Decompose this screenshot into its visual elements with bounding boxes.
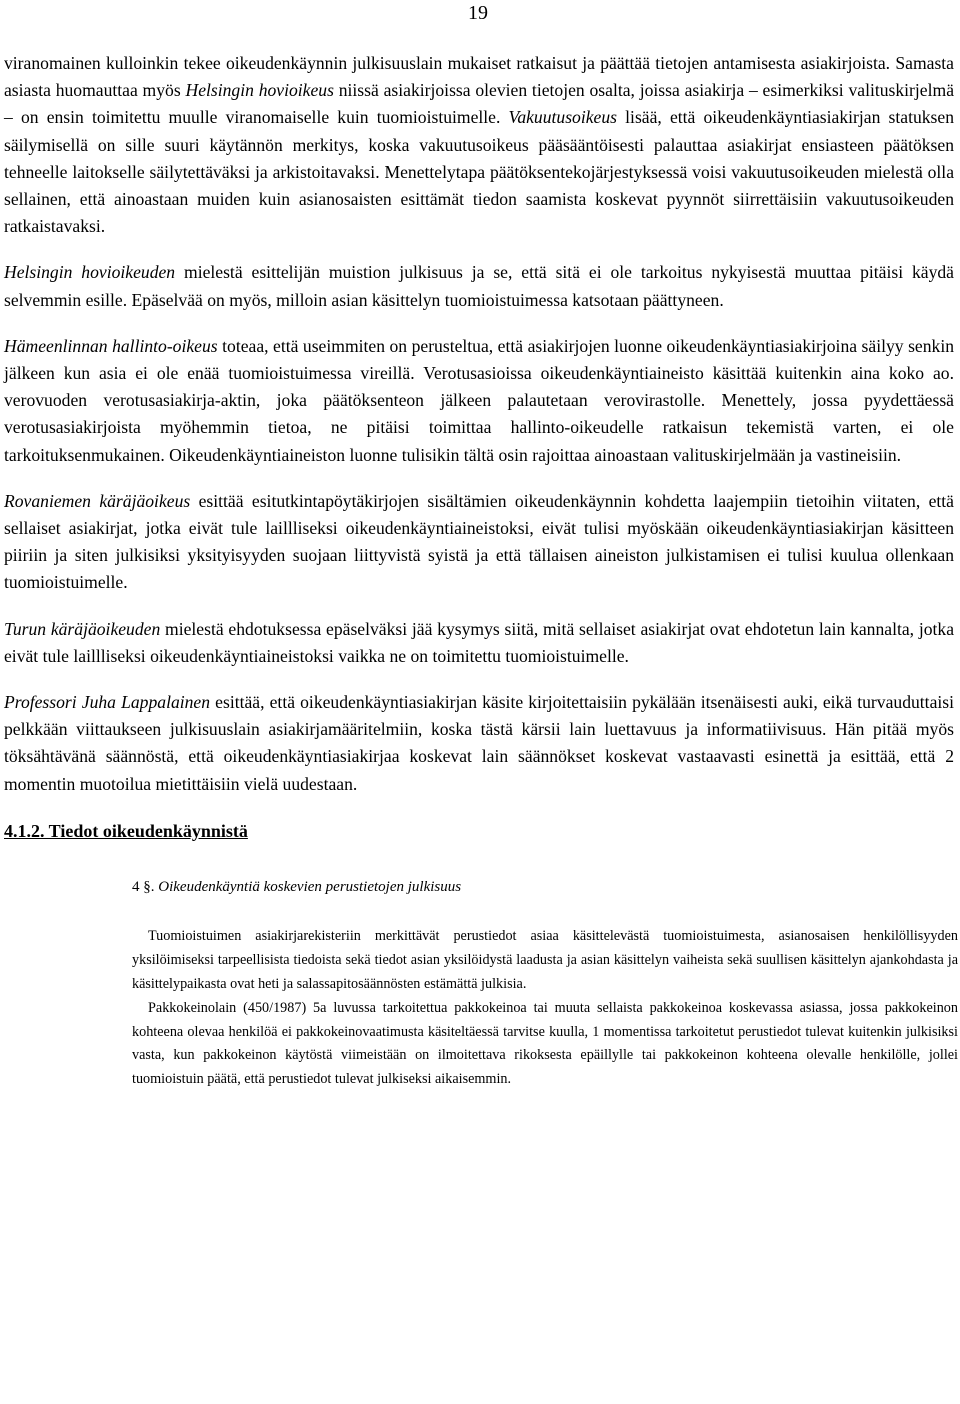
subsection-number: 4 §. [132,878,155,895]
paragraph-4 [4,488,954,597]
subsection-title: Oikeudenkäyntiä koskevien perustietojen julkisuus [158,878,462,895]
document-body [4,50,958,1092]
quoted-provision-text-2: Pakkokeinolain (450/1987) 5a luvussa tarkoitettua pakkokeinoa tai muuta sellaista pakkokeinoa koskevassa asiassa, jossa pakkokeinon kohteena olevaa henkilöä ei pakkokeinovaatimusta käsiteltäessä tarvitse kuulla, 1 momentissa tarkoitetut perustiedot tulevat kuitenkin julkisiksi vasta, kun pakkokeinon käytöstä viimeistään on ilmoitettava rikoksesta epäillylle tai pakkokeinon kohteena olevalle henkilölle, jollei tuomioistuin päätä, että perustiedot tulevat julkiseksi aikaisemmin. [132,999,958,1088]
paragraph-6-text: esittää, että oikeudenkäyntiasiakirjan käsite kirjoitettaisiin pykälään itsenäisesti auki, eikä turvauduttaisi pelkkään viittaukseen julkisuuslain asiakirjamääritelmiin, koska tästä kärsii lain luettavuus ja informatiivisuus. Hän pitää myös töksähtävänä säännöstä, että oikeudenkäyntiasiakirjaa koskevat lain säännökset koskevat vastaavasti esinettä ja esittää, että 2 momentin muotoilua mietittäisiin vielä uudestaan. [4,692,954,794]
paragraph-2 [4,259,954,313]
paragraph-6-lead: Professori Juha Lappalainen [4,692,211,713]
paragraph-1-text: viranomainen kulloinkin tekee oikeudenkäynnin julkisuuslain mukaiset ratkaisut ja päättää tietojen antamisesta asiakirjoista. Samasta asiasta huomauttaa myös [4,53,954,101]
quoted-provision-text-1: Tuomioistuimen asiakirjarekisteriin merkittävät perustiedot asiaa käsittelevästä tuomioistuimesta, asianosaisen henkilöllisyyden yksilöimiseksi tarpeellisista tiedoista sekä tiedot asian yksilöidystä laadusta ja asian käsittelyn vaiheista sekä suullisen käsittelyn ajankohdasta ja käsittelypaikasta ovat heti ja salassapitosäännösten estämättä julkisia. [132,927,958,992]
paragraph-4-text: esittää esitutkintapöytäkirjojen sisältämien oikeudenkäynnin kohdetta laajempiin tietoihin viitaten, että sellaiset asiakirjat, jotka eivät tule laillliseksi oikeudenkäyntiaineistoksi, eivät tulisi myöskään oikeudenkäyntiasiakirjan käsitteen piiriin ja siten julkisiksi yksityisyyden suojaan liittyvistä syistä ja että tällaisen aineiston julkistamisen ei tulisi kuulua ollenkaan tuomioistuimelle. [4,490,954,593]
paragraph-3 [4,333,954,469]
paragraph-1-lead-2: Helsingin hovioikeus [185,80,334,101]
paragraph-1-text-2: niissä asiakirjoissa olevien tietojen osalta, joissa asiakirja – esimerkiksi valituskirjelmä – on ensin toimitettu muulle viranomaiselle kuin tuomioistuimelle. [4,80,954,128]
paragraph-3-lead: Hämeenlinnan hallinto-oikeus [4,335,218,356]
paragraph-5-lead: Turun käräjäoikeuden [4,618,161,639]
paragraph-4-lead: Rovaniemen käräjäoikeus [4,490,191,511]
section-heading: 4.1.2. Tiedot oikeudenkäynnistä [4,820,248,841]
paragraph-1 [4,50,954,240]
page-number: 19 [468,2,488,24]
paragraph-1-lead-3: Vakuutusoikeus [508,107,618,128]
paragraph-2-lead: Helsingin hovioikeuden [4,262,176,283]
paragraph-2-text: mielestä esittelijän muistion julkisuus ja se, että sitä ei ole tarkoitus nykyisestä muuttaa pitäisi käydä selvemmin esille. Epäselvää on myös, milloin asian käsittelyn tuomioistuimessa katsotaan päättyneen. [4,262,954,310]
paragraph-5 [4,616,954,670]
paragraph-5-text: mielestä ehdotuksessa epäselväksi jää kysymys siitä, mitä sellaiset asiakirjat ovat ehdotetun lain kannalta, jotka eivät tule laillliseksi oikeudenkäyntiaineistoksi vaikka ne on toimitettu tuomioistuimelle. [4,618,955,666]
paragraph-1-text-3: lisää, että oikeudenkäyntiasiakirjan statuksen säilymisellä on sille suuri käytännön merkitys, koska vakuutusoikeus pääsääntöisesti palauttaa asiakirjat ensiasteen päätöksen tehneelle laitokselle säilytettäväksi ja arkistoitavaksi. Menettelytapa päätöksentekojärjestyksessä voisi vakuutusoikeuden mielestä olla sellainen, että ainoastaan muiden kuin asianosaisten esittämät tiedon saamista koskevat pyynnöt siirrettäisiin vakuutusoikeuden ratkaistavaksi. [4,107,954,237]
paragraph-3-text: toteaa, että useimmiten on perusteltua, että asiakirjojen luonne oikeudenkäyntiasiakirjoina säilyy senkin jälkeen kun asia ei ole enää tuomioistuimessa vireillä. Verotusasioissa oikeudenkäyntiaineisto käsittää kuitenkin aina koko ao. verovuoden verotusasiakirja-aktin, joka päätöksenteon jälkeen palautetaan verovirastolle. Menettely, jossa pyydettäessä verotusasiakirjoista myöhemmin tietoa, ne pitäisi toimittaa hallinto-oikeudelle ratkaisun tekemistä varten, ei ole tarkoituksenmukainen. Oikeudenkäyntiaineiston luonne tulisikin tältä osin rajoittaa ainoastaan valituskirjelmään ja vastineisiin. [4,335,955,465]
quoted-provision [132,925,958,1092]
quoted-provision-paragraph-1 [132,925,958,997]
subsection-heading [132,877,954,897]
paragraph-6 [4,689,954,798]
quoted-provision-paragraph-2 [132,997,958,1093]
